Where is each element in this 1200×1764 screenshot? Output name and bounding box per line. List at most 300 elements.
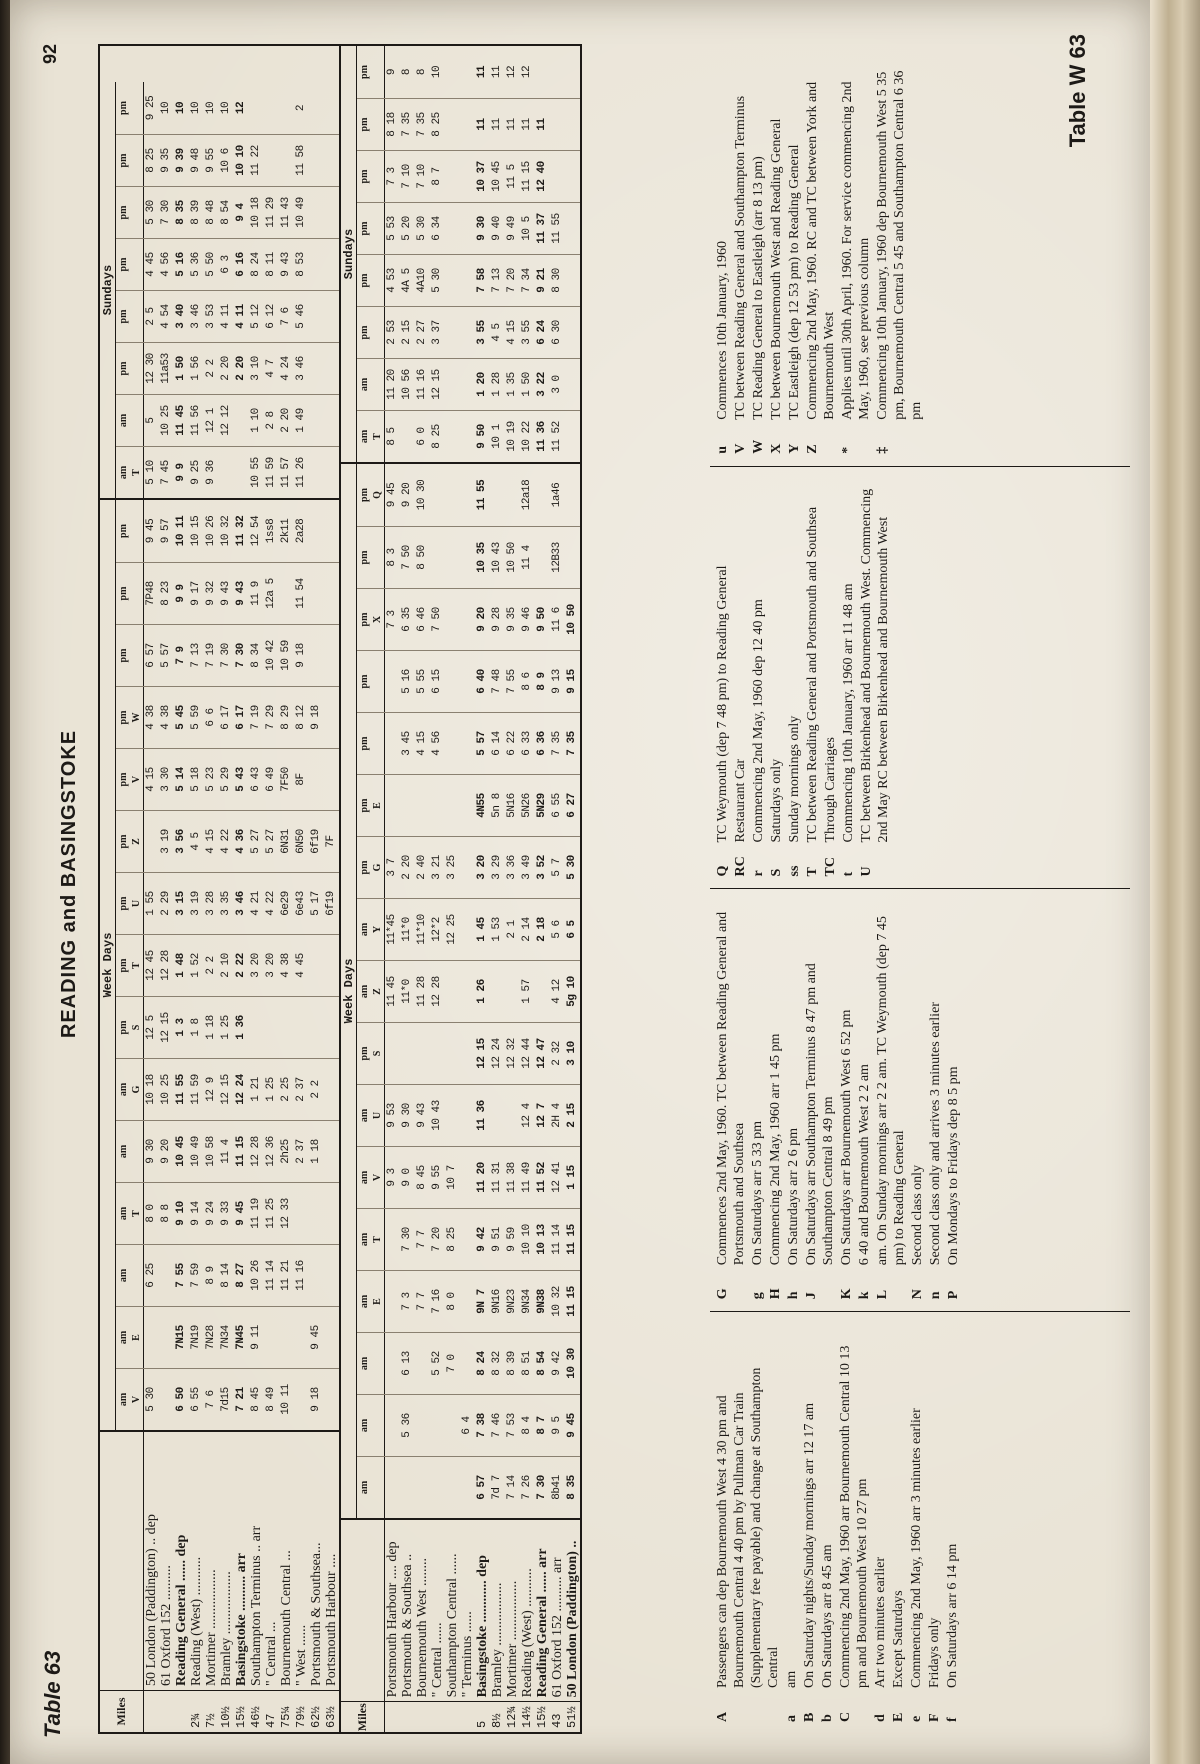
footnote-key: b xyxy=(820,1714,835,1722)
time-cell xyxy=(249,82,264,134)
footnote xyxy=(872,1324,889,1722)
time-cell: 12 41 xyxy=(551,1162,563,1193)
station-name: " West ...... xyxy=(294,1624,309,1686)
time-cell: 1 48 xyxy=(175,953,187,978)
time-cell: 7 26 xyxy=(521,1475,533,1500)
time-cell xyxy=(219,447,234,498)
time-cell: 7 45 xyxy=(160,460,172,485)
time-cell xyxy=(430,1457,445,1518)
time-cell: 7 7 xyxy=(416,1292,428,1311)
time-cell: 1 53 xyxy=(491,917,503,942)
footnote-key: e xyxy=(909,1715,924,1722)
time-cell: 4 15 xyxy=(416,731,428,756)
footnote-key: B xyxy=(802,1712,817,1722)
time-cell: 9 43 xyxy=(235,581,247,606)
time-cell: 6e43 xyxy=(295,891,307,916)
time-cell: 11 14 xyxy=(265,1260,277,1291)
time-cell xyxy=(535,527,550,588)
footnote-key: u xyxy=(715,445,730,454)
footnote-text: Commencing 2nd May, 1960 arr 3 minutes earlier xyxy=(909,1408,924,1688)
time-cell: 3 29 xyxy=(491,855,503,880)
train-column xyxy=(357,46,580,98)
time-cell: 9 53 xyxy=(386,1103,398,1128)
train-column-header: pm xyxy=(357,46,385,98)
footnote-key: J xyxy=(804,1292,819,1300)
footnote xyxy=(926,1324,943,1722)
time-cell: 2 xyxy=(295,104,307,112)
notes-column-2 xyxy=(710,889,1130,1312)
time-cell: 10 25 xyxy=(160,405,172,436)
time-cell: 3 10 xyxy=(566,1041,578,1066)
footnote xyxy=(840,479,857,877)
time-cell: 10 xyxy=(190,101,202,115)
train-column xyxy=(357,650,580,712)
train-column xyxy=(116,934,339,996)
footnote xyxy=(768,479,785,877)
time-cell: 2 14 xyxy=(521,917,533,942)
footnote-text: TC Weymouth (dep 7 48 pm) to Reading General xyxy=(715,565,730,843)
footnote-key: F xyxy=(927,1713,942,1722)
time-cell: 11 15 xyxy=(566,1286,578,1317)
time-cell: 4 5 xyxy=(491,323,503,342)
footnote-text: Commencing 2nd May, 1960 arr 1 45 pm xyxy=(768,1033,783,1266)
time-cell xyxy=(460,961,475,1022)
time-cell xyxy=(460,464,475,526)
time-cell: 3 49 xyxy=(521,855,533,880)
time-cell xyxy=(445,1023,460,1084)
train-column-header: pm V xyxy=(116,749,144,810)
time-cell: 7 35 xyxy=(566,731,578,756)
time-cell: 11 20 xyxy=(386,369,398,400)
time-cell: 7 38 xyxy=(476,1413,488,1438)
time-cell: 2H 4 xyxy=(551,1103,563,1128)
footnote xyxy=(786,56,803,454)
time-cell xyxy=(324,500,339,562)
time-cell: 3 35 xyxy=(220,891,232,916)
time-cell: 3 28 xyxy=(205,891,217,916)
time-cell: 2 15 xyxy=(401,320,413,345)
time-cell: 7 30 xyxy=(401,1227,413,1252)
time-cell: 11 4 xyxy=(220,1139,232,1164)
time-cell: 2 40 xyxy=(416,855,428,880)
footnotes xyxy=(710,44,1130,1734)
miles-value: 5 xyxy=(475,1720,489,1728)
time-cell: 12 15 xyxy=(476,1038,488,1069)
time-cell xyxy=(460,527,475,588)
miles-column xyxy=(100,1690,339,1732)
time-cell: 6 57 xyxy=(145,643,157,668)
time-cell: 5 30 xyxy=(431,268,443,293)
time-cell: 9 43 xyxy=(280,252,292,277)
station-name: Southampton Terminus .. arr xyxy=(249,1525,264,1686)
time-cell: 8 48 xyxy=(205,200,217,225)
time-cell xyxy=(385,775,400,836)
time-cell: 9 4 xyxy=(235,203,247,222)
time-cell: 6 43 xyxy=(250,767,262,792)
train-column xyxy=(357,1208,580,1270)
time-cell: 11 28 xyxy=(416,976,428,1007)
time-cell xyxy=(415,1457,430,1518)
time-cell: 7 20 xyxy=(431,1227,443,1252)
time-cell xyxy=(400,411,415,462)
time-cell: 12 54 xyxy=(250,515,262,547)
time-cell: 5 10 xyxy=(145,460,157,485)
time-cell: 6N50 xyxy=(295,829,307,854)
train-column-header: am xyxy=(357,1395,385,1456)
time-cell: 8 0 xyxy=(145,1204,157,1223)
footnote-text: Commencing 10th January, 1960 arr 11 48 am xyxy=(841,583,856,843)
train-column-header: pm G xyxy=(357,837,385,898)
miles-value: 2¾ xyxy=(189,1713,203,1728)
time-cell: 2 8 xyxy=(265,411,277,430)
train-column-header: pm W xyxy=(116,687,144,748)
time-cell xyxy=(460,837,475,898)
time-cell: 4 38 xyxy=(145,705,157,730)
station-name: 50 London (Paddington) .. dep xyxy=(144,1514,159,1686)
time-cell xyxy=(324,1369,339,1430)
time-cell xyxy=(415,1023,430,1084)
train-column xyxy=(116,1306,339,1368)
time-cell xyxy=(385,1209,400,1270)
time-cell: 10 5 xyxy=(521,216,533,241)
time-cell: 1 55 xyxy=(145,891,157,916)
footnote-text: On Saturdays arr 5 33 pm xyxy=(750,1120,765,1266)
station-name: Mortimer ................. xyxy=(204,1569,219,1686)
time-cell: 10 50 xyxy=(506,542,518,573)
time-cell: 5 57 xyxy=(476,731,488,756)
time-cell: 6 35 xyxy=(401,607,413,632)
time-cell: 7 14 xyxy=(506,1475,518,1500)
time-cell xyxy=(460,255,475,306)
time-cell: 12 4 xyxy=(521,1103,533,1128)
notes-column-4 xyxy=(710,44,1130,466)
time-cell: 7 7 xyxy=(416,1230,428,1249)
time-cell xyxy=(279,1307,294,1368)
train-column-header: pm xyxy=(116,187,144,238)
time-cell: 7 10 xyxy=(401,164,413,189)
footnote xyxy=(927,902,944,1300)
time-cell: 6 22 xyxy=(506,731,518,756)
time-cell xyxy=(505,464,520,526)
time-cell: 6 36 xyxy=(536,731,548,756)
time-cell: 9 43 xyxy=(416,1103,428,1128)
footnote-key: C xyxy=(838,1711,853,1722)
footnote-key: E xyxy=(891,1712,906,1722)
time-cell: 9 10 xyxy=(175,1201,187,1226)
time-cell xyxy=(324,187,339,238)
footnote-key: t xyxy=(841,871,856,877)
train-column-header: am Y xyxy=(357,899,385,960)
notes-column-1 xyxy=(710,1311,1130,1734)
footnote xyxy=(839,56,873,454)
time-cell xyxy=(324,625,339,686)
time-cell: 3 22 xyxy=(536,372,548,397)
train-column xyxy=(357,836,580,898)
miles-value xyxy=(174,1691,189,1732)
time-cell: 9 45 xyxy=(566,1413,578,1438)
time-cell: 5N26 xyxy=(521,793,533,818)
time-cell: 10 35 xyxy=(476,542,488,573)
time-cell: 3 55 xyxy=(476,320,488,345)
footnote-key: a xyxy=(784,1715,799,1722)
time-cell: 8 51 xyxy=(521,1351,533,1376)
train-column-header: pm xyxy=(116,343,144,394)
train-column-header: am xyxy=(357,359,385,410)
miles-value xyxy=(159,1691,174,1732)
footnote-key: n xyxy=(928,1291,943,1300)
footnote xyxy=(804,479,821,877)
time-cell xyxy=(309,291,324,342)
train-column-header: am Z xyxy=(357,961,385,1022)
time-cell: 9 55 xyxy=(205,148,217,173)
time-cell xyxy=(565,203,580,254)
time-cell: 9 42 xyxy=(551,1351,563,1376)
time-cell xyxy=(309,447,324,498)
time-cell xyxy=(490,961,505,1022)
time-cell: 4 56 xyxy=(431,731,443,756)
footnote-key: RC xyxy=(733,856,748,877)
footnote-key: H xyxy=(768,1288,783,1300)
time-cell: 9 18 xyxy=(295,643,307,668)
time-cell: 2 22 xyxy=(235,953,247,978)
time-cell: 9 50 xyxy=(476,424,488,449)
time-cell: 10 45 xyxy=(175,1136,187,1167)
miles-value: 8½ xyxy=(490,1713,504,1728)
footnote xyxy=(750,56,767,454)
time-cell: 2 32 xyxy=(551,1041,563,1066)
miles-value: 79½ xyxy=(294,1706,308,1728)
station-header xyxy=(100,1432,144,1690)
time-cell: 4 45 xyxy=(295,953,307,978)
time-cell: 8 39 xyxy=(506,1351,518,1376)
time-cell: 9 3 xyxy=(386,1168,398,1187)
time-cell: 8 54 xyxy=(220,200,232,225)
time-cell: 5 18 xyxy=(190,767,202,792)
train-column-header: am E xyxy=(357,1271,385,1332)
time-cell: 9 20 xyxy=(476,607,488,632)
time-cell xyxy=(309,500,324,562)
time-cell: 11 xyxy=(476,65,488,79)
time-cell: 1 10 xyxy=(250,408,262,433)
time-cell: 11a53 xyxy=(160,353,172,384)
time-cell: 7 3 xyxy=(401,1292,413,1311)
time-cell: 11 43 xyxy=(280,197,292,228)
footnote-text: Sunday mornings only xyxy=(787,715,802,843)
time-cell: 8 3 xyxy=(386,548,398,567)
time-cell: 1 49 xyxy=(295,408,307,433)
time-cell xyxy=(460,1209,475,1270)
station-name: 61 Oxford 152 .......... arr xyxy=(550,1557,565,1698)
time-cell: 1 57 xyxy=(521,979,533,1004)
train-column-header: pm xyxy=(357,255,385,306)
time-cell: 7 46 xyxy=(491,1413,503,1438)
weekday-block xyxy=(341,462,580,1518)
time-cell: 7P48 xyxy=(145,581,157,606)
time-cell: 3 20 xyxy=(265,953,277,978)
train-column xyxy=(116,134,339,186)
time-cell: 11*10 xyxy=(416,914,428,945)
train-column xyxy=(357,1270,580,1332)
miles-column xyxy=(341,1701,580,1732)
time-cell: 11 15 xyxy=(566,1224,578,1255)
time-cell xyxy=(309,239,324,290)
sunday-block xyxy=(341,46,580,462)
train-column-header: pm S xyxy=(116,997,144,1058)
time-cell: 4 38 xyxy=(160,705,172,730)
time-cell: 1 52 xyxy=(190,953,202,978)
train-column xyxy=(357,774,580,836)
time-cell: 10 30 xyxy=(416,479,428,511)
miles-value: 12¾ xyxy=(505,1706,519,1728)
train-column-header: am T xyxy=(116,447,144,498)
time-cell: 10 58 xyxy=(205,1136,217,1167)
footnote-key: N xyxy=(910,1289,925,1300)
time-cell: 11 25 xyxy=(265,1198,277,1229)
time-cell: 11*45 xyxy=(386,914,398,945)
time-cell: 9 30 xyxy=(476,216,488,241)
time-cell: 8 39 xyxy=(190,200,202,225)
time-cell: 10 43 xyxy=(491,542,503,573)
time-cell: 6e29 xyxy=(280,891,292,916)
time-cell: 11 22 xyxy=(250,145,262,176)
time-cell xyxy=(430,527,445,588)
time-cell: 1 25 xyxy=(265,1077,277,1102)
time-cell xyxy=(550,46,565,98)
time-cell: 5 6 xyxy=(551,920,563,939)
time-cell: 6 16 xyxy=(235,252,247,277)
footnote xyxy=(819,1324,836,1722)
time-cell: 5 29 xyxy=(220,767,232,792)
time-cell: 6 50 xyxy=(175,1387,187,1412)
train-column-header: pm S xyxy=(357,1023,385,1084)
time-cell xyxy=(460,46,475,98)
time-cell: 9 45 xyxy=(386,482,398,508)
time-cell xyxy=(144,1307,159,1368)
time-cell: 8 49 xyxy=(265,1387,277,1412)
station-name: Basingstoke ............ dep xyxy=(475,1555,490,1698)
footnote-text: On Saturday nights/Sunday mornings arr 12 17 am xyxy=(802,1402,817,1688)
time-cell: 7 58 xyxy=(476,268,488,293)
time-cell xyxy=(460,411,475,462)
time-cell xyxy=(430,464,445,526)
time-cell: 8b41 xyxy=(551,1475,563,1500)
time-cell: 12 45 xyxy=(145,950,157,981)
time-cell: 8 23 xyxy=(160,581,172,606)
time-cell: 6 0 xyxy=(416,427,428,446)
time-cell xyxy=(324,135,339,186)
train-column-header: pm xyxy=(357,307,385,358)
time-cell: 12 24 xyxy=(491,1038,503,1069)
train-column xyxy=(116,1368,339,1430)
time-cell: 10 xyxy=(205,101,217,115)
footnote-key: ss xyxy=(787,865,802,877)
train-column xyxy=(116,500,339,562)
footnote-text: TC between Birkenhead and Bournemouth West. Commencing 2nd May RC between Birkenhead and Bournemouth West xyxy=(859,488,891,843)
time-cell xyxy=(445,713,460,774)
time-cell xyxy=(565,359,580,410)
footnote-key: Y xyxy=(787,443,802,454)
train-column-header: am E xyxy=(116,1307,144,1368)
time-cell: 11 38 xyxy=(506,1162,518,1193)
footnote xyxy=(768,56,785,454)
footnote-text: TC between Reading General and Southampton Terminus xyxy=(733,95,748,420)
time-cell xyxy=(445,359,460,410)
time-cell: 2 53 xyxy=(386,320,398,345)
train-column xyxy=(116,290,339,342)
section-label: Week Days xyxy=(100,500,116,1430)
time-cell: 12 15 xyxy=(431,369,443,400)
time-cell: 10 45 xyxy=(491,161,503,192)
footnote-key: ‡ xyxy=(875,446,890,454)
time-cell: 9 11 xyxy=(250,1325,262,1350)
station-name: Bournemouth Central ... xyxy=(279,1550,294,1686)
footnote-key: V xyxy=(733,443,748,454)
time-cell: 5 36 xyxy=(401,1413,413,1438)
time-cell: 7 35 xyxy=(401,112,413,137)
time-cell: 4 54 xyxy=(160,304,172,329)
time-cell: 10 1 xyxy=(491,424,503,449)
train-column-header: pm xyxy=(116,135,144,186)
footnote-text: On Mondays to Fridays dep 8 5 pm xyxy=(946,1066,961,1266)
time-cell xyxy=(159,1245,174,1306)
train-column-header: pm xyxy=(357,99,385,150)
time-cell: 7 35 xyxy=(551,731,563,756)
footnote-key: r xyxy=(751,870,766,877)
time-cell: 9 36 xyxy=(205,460,217,485)
footnote-text: Arr two minutes earlier xyxy=(873,1556,888,1688)
time-cell xyxy=(385,651,400,712)
time-cell: 10 42 xyxy=(265,640,277,671)
footnote xyxy=(837,1324,871,1722)
footnote xyxy=(858,479,892,877)
miles-value: 62½ xyxy=(309,1706,323,1728)
time-cell: 8 53 xyxy=(295,252,307,277)
train-column-header: pm Q xyxy=(357,464,385,526)
time-cell: 7 30 xyxy=(536,1475,548,1500)
time-cell: 8 54 xyxy=(536,1351,548,1376)
station-name: Portsmouth Harbour .... dep xyxy=(385,1541,400,1698)
time-cell xyxy=(460,1085,475,1146)
time-cell: 9 32 xyxy=(205,581,217,606)
miles-header: Miles xyxy=(341,1702,385,1732)
time-cell: 11 55 xyxy=(175,1074,187,1105)
train-column-header: am xyxy=(357,1457,385,1518)
section-label: Sundays xyxy=(100,82,116,498)
time-cell xyxy=(309,343,324,394)
train-column-header: am xyxy=(116,1121,144,1182)
footnote-text: On Saturdays arr 8 45 am xyxy=(820,1544,835,1688)
time-cell xyxy=(565,46,580,98)
time-cell: 5 27 xyxy=(265,829,277,854)
time-cell: 7 35 xyxy=(416,112,428,137)
time-cell: 5 46 xyxy=(295,304,307,329)
time-cell: 5 30 xyxy=(566,855,578,880)
footnote xyxy=(750,479,767,877)
time-cell xyxy=(294,1183,309,1244)
footnote xyxy=(908,1324,925,1722)
time-cell xyxy=(445,1457,460,1518)
train-column xyxy=(116,1182,339,1244)
time-cell: 2 1 xyxy=(506,920,518,939)
train-column xyxy=(116,1244,339,1306)
time-cell xyxy=(309,135,324,186)
time-cell xyxy=(490,464,505,526)
time-cell: 11 14 xyxy=(551,1224,563,1255)
train-column xyxy=(116,686,339,748)
time-cell: 2 25 xyxy=(280,1077,292,1102)
station-column xyxy=(341,1518,580,1701)
train-column-header: pm xyxy=(116,82,144,134)
